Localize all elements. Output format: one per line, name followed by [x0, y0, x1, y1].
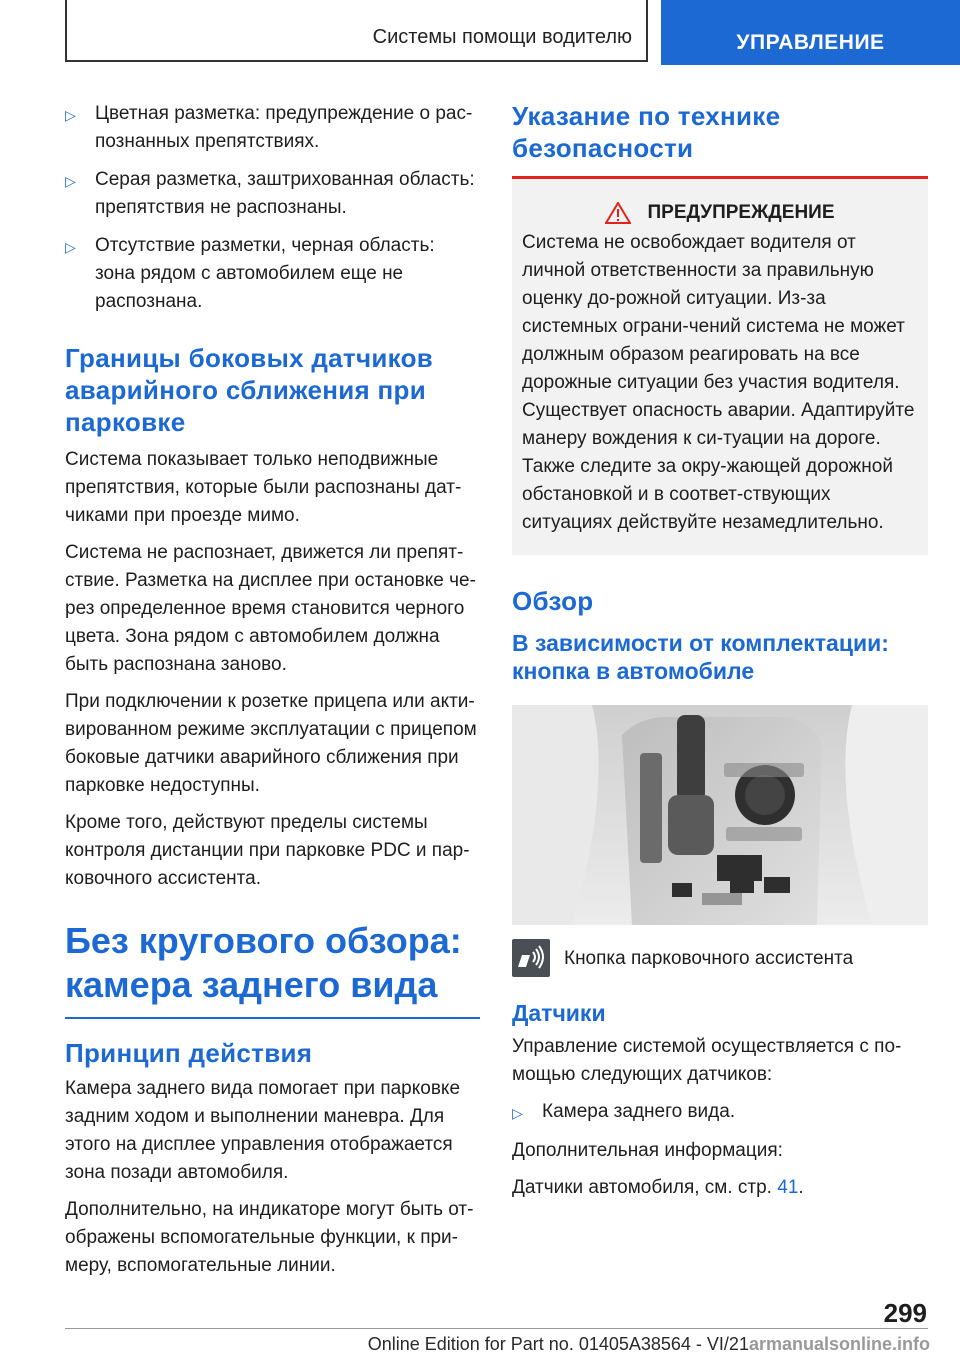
- left-column: [65, 100, 480, 1289]
- warning-title: ПРЕДУПРЕЖДЕНИЕ: [647, 202, 835, 223]
- extra-info-label: Дополнительная информация:: [512, 1140, 783, 1161]
- heading-rear-camera: Без кругового обзора: камера заднего вида: [65, 920, 462, 1005]
- heading-principle: Принцип действия: [65, 1038, 313, 1068]
- header-chapter-tab: УПРАВЛЕНИЕ: [661, 0, 960, 65]
- park-assist-icon: [512, 939, 550, 977]
- heading-overview: Обзор: [512, 586, 594, 616]
- heading-side-sensors: Границы боковых датчиков аварийного сближения при парковке: [65, 343, 434, 437]
- header-section-box: [65, 0, 648, 62]
- heading-divider: [65, 1017, 480, 1019]
- park-assist-button-row: [512, 939, 928, 977]
- footer-divider: [65, 1328, 928, 1329]
- paragraph: Система показывает только неподвижные препятствия, которые были распознаны дат-чиками при проезде мимо.: [65, 449, 462, 526]
- bullet-triangle-icon: ▷: [65, 239, 76, 255]
- heading-sensors: Датчики: [512, 1000, 606, 1026]
- paragraph: Камера заднего вида помогает при парковке задним ходом и выполнении маневра. Для этого на дисплее управления отображается зона позади автомобиля.: [65, 1078, 461, 1183]
- paragraph: Кроме того, действуют пределы системы контроля дистанции при парковке PDC и пар-ковочного ассистента.: [65, 812, 470, 889]
- warning-header: [520, 199, 920, 227]
- warning-box: [512, 176, 928, 555]
- paragraph: Дополнительно, на индикаторе могут быть от-ображены вспомогательные функции, к при-меру, вспомогательные линии.: [65, 1199, 474, 1276]
- list-item: ▷ Цветная разметка: предупреждение о рас-познанных препятствиях.: [65, 100, 480, 156]
- bullet-triangle-icon: ▷: [65, 107, 76, 123]
- footer-edition: Online Edition for Part no. 01405A38564 - VI/21armanualsonline.info: [367, 1334, 930, 1354]
- extra-info-reference: Датчики автомобиля, см. стр. 41.: [512, 1177, 804, 1198]
- list-item: ▷ Отсутствие разметки, черная область: зона рядом с автомобилем еще не распознана.: [65, 232, 480, 316]
- center-console-photo: [512, 705, 928, 925]
- heading-safety: Указание по технике безопасности: [512, 101, 781, 163]
- paragraph: Управление системой осуществляется с по-мощью следующих датчиков:: [512, 1036, 902, 1085]
- paragraph: Система не распознает, движется ли препят-ствие. Разметка на дисплее при остановке че-рез определенное время становится черного цвета. Зона рядом с автомобилем должна быть распознана заново.: [65, 542, 476, 675]
- park-assist-caption: Кнопка парковочного ассистента: [564, 948, 854, 969]
- list-item: ▷ Серая разметка, заштрихованная область: препятствия не распознаны.: [65, 166, 480, 222]
- bullet-triangle-icon: ▷: [65, 173, 76, 189]
- bullet-triangle-icon: ▷: [512, 1105, 523, 1121]
- heading-button: В зависимости от комплектации: кнопка в автомобиле: [512, 630, 889, 684]
- watermark: armanualsonline.info: [748, 1334, 930, 1354]
- warning-text: Система не освобождает водителя от личной ответственности за правильную оценку до-рожной ситуации. Из-за системных ограни-чений система не может должным образом реагировать на все дорожные ситуации без участия водителя. Существует опасность аварии. Адаптируйте манеру вождения к си-туации на дороге. Также следите за окру-жающей дорожной обстановкой и в соответ-ствующих ситуациях действуйте незамедлительно.: [522, 232, 915, 533]
- list-item: ▷ Камера заднего вида.: [512, 1098, 928, 1127]
- page-link[interactable]: 41: [777, 1177, 799, 1198]
- page-number: 299: [883, 1298, 927, 1328]
- warning-triangle-icon: [605, 202, 631, 224]
- paragraph: При подключении к розетке прицепа или акти-вированном режиме эксплуатации с прицепом боковые датчики аварийного сближения при парковке недоступны.: [65, 691, 477, 796]
- header-section-title: Системы помощи водителю: [372, 26, 632, 48]
- right-column: [512, 100, 928, 1211]
